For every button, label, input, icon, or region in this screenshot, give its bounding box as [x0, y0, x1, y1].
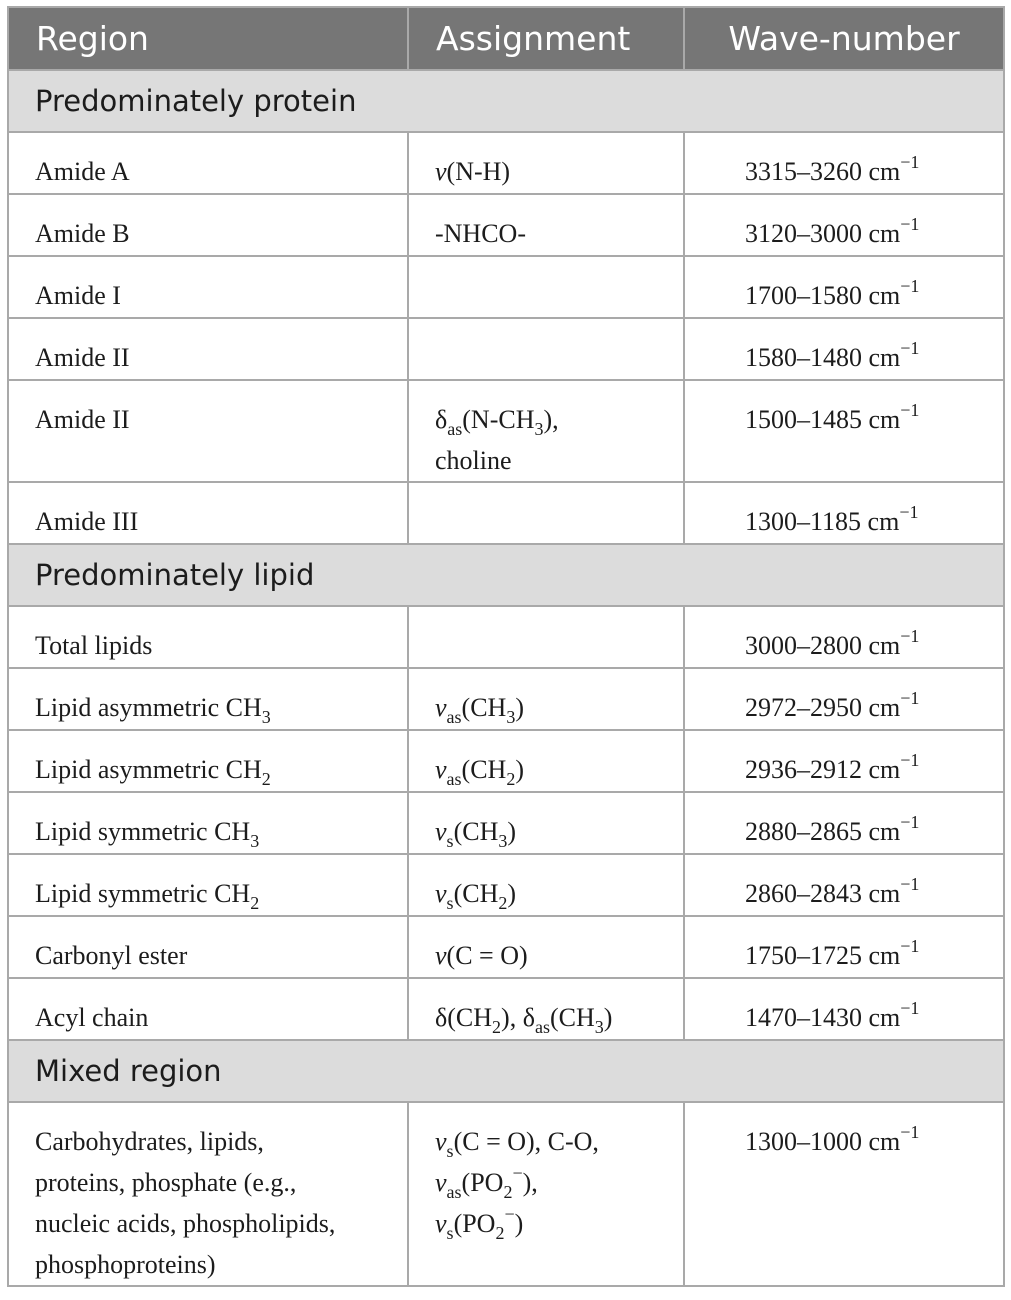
header-row: [8, 7, 1004, 70]
cell-wavenumber: 2860–2843 $cm^{-1}$: [684, 854, 1004, 916]
cell-region: Amide A: [8, 132, 408, 194]
cell-region: Amide II: [8, 318, 408, 380]
cell-region: Total lipids: [8, 606, 408, 668]
table-row: [8, 916, 1004, 978]
table-row: [8, 668, 1004, 730]
cell-region: Lipid symmetric $CH_3$: [8, 792, 408, 854]
cell-assignment: [408, 318, 684, 380]
cell-assignment: -NHCO-: [408, 194, 684, 256]
cell-wavenumber: 3315–3260 $cm^{-1}$: [684, 132, 1004, 194]
cell-wavenumber: 2880–2865 $cm^{-1}$: [684, 792, 1004, 854]
table-row: [8, 132, 1004, 194]
table-row: [8, 606, 1004, 668]
section-row: [8, 70, 1004, 132]
cell-region: Lipid asymmetric $CH_3$: [8, 668, 408, 730]
section-title: Mixed region: [8, 1040, 1004, 1102]
cell-assignment: $\nu_s(CH_2)$: [408, 854, 684, 916]
table-row: [8, 318, 1004, 380]
table-row: [8, 380, 1004, 482]
cell-assignment: ν(N-H): [408, 132, 684, 194]
header-wavenumber: Wave-number: [684, 7, 1004, 70]
cell-assignment: $\nu_s(C = O)$, C-O, $\nu_{as}(PO_2^-)$, $\nu_s(PO_2^-)$: [408, 1102, 684, 1286]
cell-wavenumber: 1300–1000 $cm^{-1}$: [684, 1102, 1004, 1286]
section-title: Predominately lipid: [8, 544, 1004, 606]
table-row: [8, 854, 1004, 916]
header-region: Region: [8, 7, 408, 70]
cell-assignment: $\delta_{as}(N-CH_3)$, choline: [408, 380, 684, 482]
cell-region: Acyl chain: [8, 978, 408, 1040]
cell-wavenumber: 2972–2950 $cm^{-1}$: [684, 668, 1004, 730]
cell-wavenumber: 1500–1485 $cm^{-1}$: [684, 380, 1004, 482]
cell-region: Lipid symmetric $CH_2$: [8, 854, 408, 916]
cell-region: Amide III: [8, 482, 408, 544]
table-row: [8, 730, 1004, 792]
section-title: Predominately protein: [8, 70, 1004, 132]
cell-wavenumber: 1750–1725 $cm^{-1}$: [684, 916, 1004, 978]
cell-wavenumber: 1470–1430 $cm^{-1}$: [684, 978, 1004, 1040]
cell-region: Carbohydrates, lipids, proteins, phosphate (e.g., nucleic acids, phospholipids, phosphoproteins): [8, 1102, 408, 1286]
cell-assignment: [408, 256, 684, 318]
cell-assignment: $\nu_{as}(CH_2)$: [408, 730, 684, 792]
cell-assignment: [408, 482, 684, 544]
section-row: [8, 544, 1004, 606]
table-body: [8, 70, 1004, 1286]
cell-region: Amide I: [8, 256, 408, 318]
table-row: [8, 194, 1004, 256]
cell-assignment: [408, 606, 684, 668]
table-row: [8, 482, 1004, 544]
table-row: [8, 256, 1004, 318]
table-row: [8, 1102, 1004, 1286]
section-row: [8, 1040, 1004, 1102]
table-row: [8, 792, 1004, 854]
cell-region: Amide B: [8, 194, 408, 256]
table-row: [8, 978, 1004, 1040]
cell-region: Amide II: [8, 380, 408, 482]
cell-wavenumber: 2936–2912 $cm^{-1}$: [684, 730, 1004, 792]
cell-assignment: $\nu_{as}(CH_3)$: [408, 668, 684, 730]
cell-wavenumber: 1700–1580 $cm^{-1}$: [684, 256, 1004, 318]
cell-wavenumber: 1580–1480 $cm^{-1}$: [684, 318, 1004, 380]
cell-wavenumber: 3120–3000 $cm^{-1}$: [684, 194, 1004, 256]
cell-wavenumber: 1300–1185 $cm^{-1}$: [684, 482, 1004, 544]
cell-wavenumber: 3000–2800 $cm^{-1}$: [684, 606, 1004, 668]
wavenumber-table: [7, 6, 1005, 1287]
header-assignment: Assignment: [408, 7, 684, 70]
cell-assignment: ν(C = O): [408, 916, 684, 978]
cell-region: Carbonyl ester: [8, 916, 408, 978]
cell-region: Lipid asymmetric $CH_2$: [8, 730, 408, 792]
cell-assignment: $\delta(CH_2)$, $\delta_{as}(CH_3)$: [408, 978, 684, 1040]
cell-assignment: $\nu_s(CH_3)$: [408, 792, 684, 854]
wavenumber-table-container: [7, 6, 1003, 1287]
